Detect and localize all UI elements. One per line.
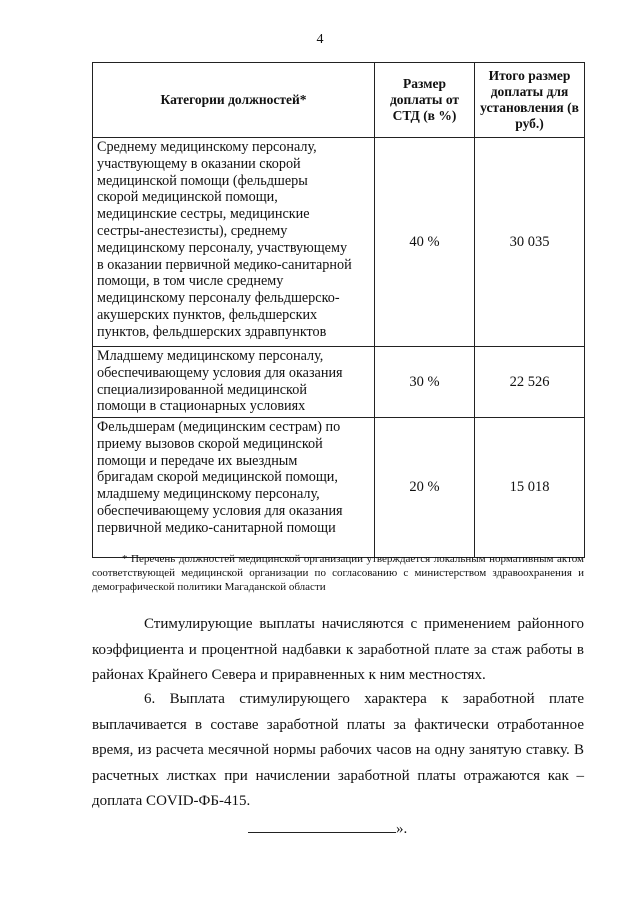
amount-cell: 22 526	[475, 347, 585, 418]
paragraph-item-6: 6. Выплата стимулирующего характера к заработной плате выплачивается в составе заработной платы за фактически отработанное время, из расчета месячной нормы рабочих часов на одну занятую ставку. В расчетных листках при начислении заработной платы отражаются как – доплата COVID-ФБ-415.	[92, 691, 584, 809]
closing-mark	[248, 820, 407, 838]
header-categories: Категории должностей*	[93, 63, 375, 138]
category-line: бригадам скорой медицинской помощи,	[97, 469, 338, 486]
header-percent: Размер доплаты от СТД (в %)	[375, 63, 475, 138]
category-line: младшему медицинскому персоналу,	[97, 486, 320, 503]
category-line: акушерских пунктов, фельдшерских	[97, 306, 318, 323]
category-line: помощи в стационарных условиях	[97, 398, 306, 415]
category-line: скорой медицинской помощи,	[97, 189, 278, 206]
category-cell	[93, 347, 375, 418]
header-amount: Итого размер доплаты для установления (в руб.)	[475, 63, 585, 138]
allowance-table	[92, 62, 585, 558]
category-line: Среднему медицинскому персоналу,	[97, 139, 317, 155]
table-header-row	[93, 63, 585, 138]
category-line: помощи, в том числе среднему	[97, 273, 284, 290]
category-cell	[93, 418, 375, 558]
category-line: Фельдшерам (медицинским сестрам) по	[97, 419, 341, 435]
percent-cell: 20 %	[375, 418, 475, 558]
table-row	[93, 138, 585, 347]
category-line: медицинской помощи (фельдшеры	[97, 172, 308, 189]
category-line: обеспечивающему условия для оказания	[97, 502, 343, 519]
percent-cell: 30 %	[375, 347, 475, 418]
amount-cell: 15 018	[475, 418, 585, 558]
category-line: участвующему в оказании скорой	[97, 155, 301, 172]
page-number: 4	[316, 32, 324, 47]
paragraph-stimulating-payments: Стимулирующие выплаты начисляются с применением районного коэффициента и процентной надбавки к заработной плате за стаж работы в районах Крайнего Севера и приравненных к ним местностях.	[92, 616, 584, 683]
category-line: в оказании первичной медико-санитарной	[97, 256, 352, 273]
amount-cell: 30 035	[475, 138, 585, 347]
category-line: медицинскому персоналу, участвующему	[97, 239, 348, 256]
category-line: медицинские сестры, медицинские	[97, 206, 310, 223]
closing-quote: ».	[396, 821, 408, 837]
category-line: помощи и передаче их выездным	[97, 452, 298, 469]
table-footnote: * Перечень должностей медицинской организации утверждается локальным нормативным актом соответствующей медицинской организации по согласованию с министерством здравоохранения и демографической политики Магаданской области	[92, 553, 584, 593]
category-line: медицинскому персоналу фельдшерско-	[97, 290, 340, 307]
category-line: специализированной медицинской	[97, 381, 307, 398]
percent-cell: 40 %	[375, 138, 475, 347]
closing-underline	[248, 820, 396, 833]
category-line: сестры-анестезисты), среднему	[97, 222, 288, 239]
category-line: пунктов, фельдшерских здравпунктов	[97, 323, 327, 340]
category-line: Младшему медицинскому персоналу,	[97, 348, 324, 364]
category-line: обеспечивающему условия для оказания	[97, 364, 343, 381]
table-row	[93, 418, 585, 558]
category-cell	[93, 138, 375, 347]
category-line: приему вызовов скорой медицинской	[97, 435, 323, 452]
category-line: первичной медико-санитарной помощи	[97, 519, 336, 536]
table-row	[93, 347, 585, 418]
